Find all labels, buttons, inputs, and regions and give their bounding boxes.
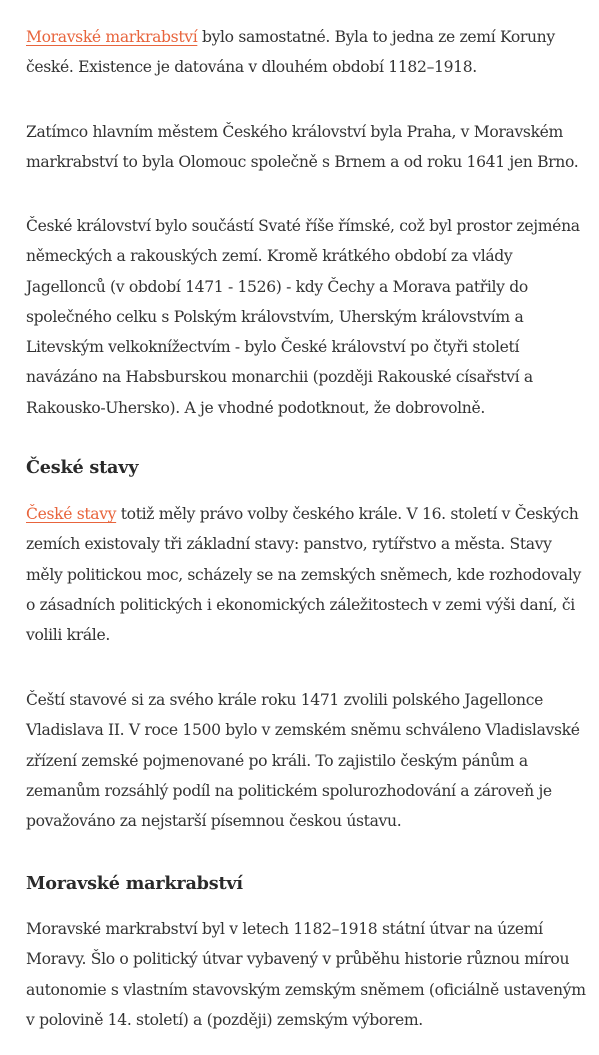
link-ceske-stavy[interactable]: České stavy (26, 505, 117, 523)
paragraph-margraviate (26, 914, 586, 1035)
link-moravske-markrabstvi[interactable]: Moravské markrabství (26, 28, 198, 46)
heading-moravske-markrabstvi: Moravské markrabství (26, 873, 243, 894)
paragraph-capitals (26, 117, 586, 178)
paragraph-estates-text: totiž měly právo volby českého krále. V 16. století v Českých zemích existovaly tři základní stavy: panstvo, rytířstvo a města. Stavy měly politickou moc, scházely se na zemských sněmech, kde rozhodovaly o zásadních politických i ekonomických záležitostech v zemi výši daní, či volili krále. (26, 505, 581, 645)
heading-ceske-stavy: České stavy (26, 457, 139, 478)
paragraph-capitals-text: Zatímco hlavním městem Českého království byla Praha, v Moravském markrabství to byla Olomouc společně s Brnem a od roku 1641 jen Brno. (26, 123, 579, 172)
paragraph-moravian-intro (26, 22, 586, 83)
paragraph-margraviate-text: Moravské markrabství byl v letech 1182–1918 státní útvar na území Moravy. Šlo o politický útvar vybavený v průběhu historie různou mírou autonomie s vlastním stavovským zemským sněmem (oficiálně ustaveným v polovině 14. století) a (později) zemským výborem. (26, 920, 586, 1029)
paragraph-moravian-intro-text: bylo samostatné. Byla to jedna ze zemí Koruny české. Existence je datována v dlouhém období 1182–1918. (26, 28, 555, 77)
paragraph-jagellon-election (26, 685, 586, 836)
paragraph-estates (26, 499, 591, 650)
paragraph-holy-roman-empire (26, 211, 586, 423)
paragraph-holy-roman-empire-text: České království bylo součástí Svaté říše římské, což byl prostor zejména německých a rakouských zemí. Kromě krátkého období za vlády Jagellonců (v období 1471 - 1526) - kdy Čechy a Morava patřily do společného celku s Polským královstvím, Uherským královstvím a Litevským velkoknížectvím - bylo České království po čtyři století navázáno na Habsburskou monarchii (později Rakouské císařství a Rakousko-Uhersko). A je vhodné podotknout, že dobrovolně. (26, 217, 580, 417)
paragraph-jagellon-election-text: Čeští stavové si za svého krále roku 1471 zvolili polského Jagellonce Vladislava II. V roce 1500 bylo v zemském sněmu schváleno Vladislavské zřízení zemské pojmenované po králi. To zajistilo českým pánům a zemanům rozsáhlý podíl na politickém spolurozhodování a zároveň je považováno za nejstarší písemnou českou ústavu. (26, 691, 580, 831)
